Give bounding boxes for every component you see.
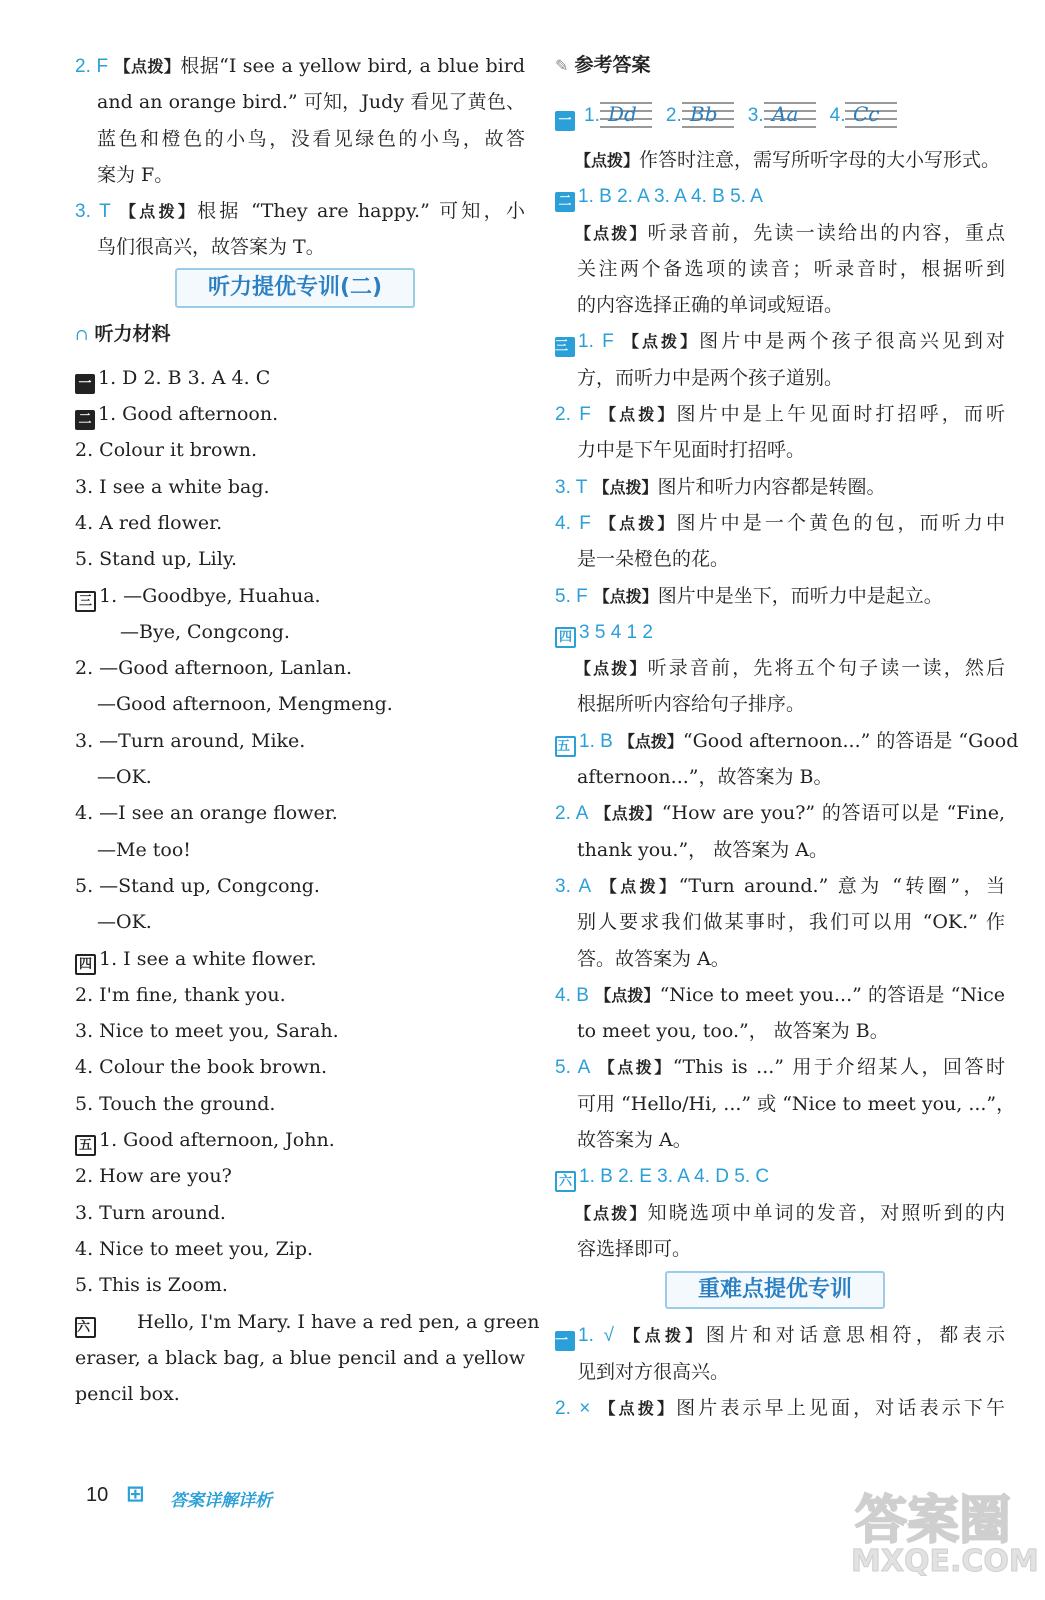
line-text: 图片中是两个孩子很高兴见到对 xyxy=(699,330,1005,353)
list-item xyxy=(75,1158,525,1194)
answer-explanations xyxy=(555,142,1019,1267)
text-line xyxy=(75,121,525,157)
text-line xyxy=(555,287,1005,323)
line-text: 是一朵橙色的花。 xyxy=(577,548,730,571)
section-number-box: 三 xyxy=(555,337,575,357)
list-item xyxy=(75,1049,525,1085)
text-line xyxy=(555,1195,1005,1231)
hint-tag: 【点拨】 xyxy=(575,151,640,170)
list-item-text: —OK. xyxy=(97,911,152,934)
item-number: 3. T xyxy=(75,201,111,223)
text-line xyxy=(555,650,1005,686)
text-line xyxy=(555,215,1005,251)
text-line xyxy=(555,578,1005,614)
list-item-text: 3. Nice to meet you, Sarah. xyxy=(75,1020,339,1043)
list-item xyxy=(75,723,525,759)
text-line xyxy=(555,469,1005,505)
list-item-text: —Bye, Congcong. xyxy=(120,620,290,643)
hint-tag: 【点拨】 xyxy=(120,202,198,222)
line-text: 方，而听力中是两个孩子道别。 xyxy=(577,366,844,389)
line-text: 听录音前，先读一读给出的内容，重点 xyxy=(647,221,1005,244)
hint-tag: 【点拨】 xyxy=(624,1326,706,1346)
pencil-icon: ✎ xyxy=(555,56,569,75)
list-item-text: 1. I see a white flower. xyxy=(99,947,317,970)
line-text: “Turn around.” 意为 “转圈”，当 xyxy=(678,874,1005,897)
page-number: 10 xyxy=(86,1484,109,1506)
list-item-text: 4. —I see an orange flower. xyxy=(75,802,338,825)
handwritten-letters: Dd xyxy=(607,102,637,126)
list-item xyxy=(75,396,525,432)
item-number: 1. F xyxy=(578,331,614,353)
section-banner: 听力提优专训(二) xyxy=(175,268,415,308)
text-line xyxy=(555,360,1005,396)
item-number: 1. B 2. A 3. A 4. B 5. A xyxy=(578,186,763,208)
line-text: 别人要求我们做某事时，我们可以用 “OK.” 作 xyxy=(577,911,1005,934)
line-text: “This is ...” 用于介绍某人，回答时 xyxy=(672,1056,1005,1079)
list-item-text: 1. —Goodbye, Huahua. xyxy=(99,584,321,607)
line-text: “Nice to meet you...” 的答语是 “Nice xyxy=(659,983,1005,1006)
section-number-box: 一 xyxy=(555,1331,575,1351)
line-text: 图片表示早上见面，对话表示下午 xyxy=(676,1396,1005,1419)
item-number: 2. F xyxy=(555,404,591,426)
line-text: 知晓选项中单词的发音，对照听到的内 xyxy=(647,1201,1005,1224)
handwriting-number: 4. xyxy=(829,105,846,126)
list-item xyxy=(75,1013,525,1049)
listening-material-heading xyxy=(75,314,525,354)
list-item-text: 5. This is Zoom. xyxy=(75,1274,228,1297)
text-line xyxy=(555,396,1005,432)
text-line xyxy=(555,178,1005,214)
line-text: 可用 “Hello/Hi, ...” 或 “Nice to meet you, ...”， xyxy=(577,1092,1016,1115)
text-line xyxy=(555,1086,1016,1122)
list-item-text: 2. How are you? xyxy=(75,1165,232,1188)
answers-heading xyxy=(555,48,1005,88)
list-item-text: 5. —Stand up, Congcong. xyxy=(75,874,320,897)
section-number-box: 六 xyxy=(555,1171,576,1192)
watermark-url: MXQE.COM xyxy=(851,1544,1039,1579)
line-text: 蓝色和橙色的小鸟，没看见绿色的小鸟，故答 xyxy=(97,127,525,150)
line-text: 根据 “They are happy.” 可知，小 xyxy=(197,200,525,223)
item-number: 1. B 2. E 3. A 4. D 5. C xyxy=(579,1166,770,1188)
list-item xyxy=(75,1267,525,1303)
section-number-box: 六 xyxy=(75,1317,96,1338)
list-item-text: 5. Touch the ground. xyxy=(75,1092,276,1115)
headphone-icon: ∩ xyxy=(75,324,89,344)
list-item-text: —Good afternoon, Mengmeng. xyxy=(97,693,393,716)
text-line xyxy=(555,1354,1005,1390)
list-item xyxy=(75,469,525,505)
brand-logo: ⊞ xyxy=(126,1482,145,1507)
text-line xyxy=(75,229,525,265)
hint-tag: 【点拨】 xyxy=(595,804,662,824)
handwriting-number: 2. xyxy=(665,105,682,126)
text-line xyxy=(555,832,1005,868)
list-item-text: 1. D 2. B 3. A 4. C xyxy=(98,366,271,389)
line-text: 图片和听力内容都是转圈。 xyxy=(657,475,886,498)
item-number: 4. B xyxy=(555,984,589,1006)
text-line xyxy=(555,795,1005,831)
line-text: 答。故答案为 A。 xyxy=(577,947,730,970)
list-item xyxy=(75,832,525,868)
line-text: 根据“I see a yellow bird, a blue bird xyxy=(180,55,525,77)
item-number: 3 5 4 1 2 xyxy=(579,621,653,643)
footer-brand-text: 答案详解详析 xyxy=(170,1491,272,1511)
item-number: 5. F xyxy=(555,585,588,607)
text-line xyxy=(555,723,1019,759)
handwritten-letters: Aa xyxy=(771,102,798,126)
line-text: 根据所听内容给句子排序。 xyxy=(577,693,806,716)
section-number-box: 五 xyxy=(555,736,576,757)
item-number: 5. A xyxy=(555,1057,591,1079)
hint-tag: 【点拨】 xyxy=(600,513,677,533)
list-item xyxy=(75,1231,525,1267)
page-footer xyxy=(70,1478,370,1518)
section-number-box: 二 xyxy=(555,192,575,212)
list-item-text: 2. —Good afternoon, Lanlan. xyxy=(75,657,353,680)
text-line xyxy=(75,84,525,120)
list-item-text: —Me too! xyxy=(97,838,191,861)
list-item-text: 1. Good afternoon. xyxy=(98,403,279,426)
text-line xyxy=(555,251,1005,287)
list-item-text: 4. Nice to meet you, Zip. xyxy=(75,1237,314,1260)
left-column xyxy=(75,48,540,1412)
hint-tag: 【点拨】 xyxy=(598,1058,673,1078)
list-item-text: 4. Colour the book brown. xyxy=(75,1056,327,1079)
text-line xyxy=(555,1049,1005,1085)
text-line xyxy=(555,614,1005,650)
hint-tag: 【点拨】 xyxy=(622,332,700,352)
line-text: 故答案为 A。 xyxy=(577,1129,692,1152)
item-number: 1. B xyxy=(579,730,613,752)
handwriting-row xyxy=(555,88,1005,142)
line-text: 力中是下午见面时打招呼。 xyxy=(577,439,806,462)
list-item xyxy=(75,432,525,468)
section-number-box: 二 xyxy=(75,410,95,430)
item-number: 2. × xyxy=(555,1397,591,1419)
text-line xyxy=(555,904,1005,940)
list-item-text: pencil box. xyxy=(75,1383,180,1406)
handwriting-lines xyxy=(682,99,734,129)
handwriting-lines xyxy=(600,99,652,129)
text-line xyxy=(555,1390,1005,1426)
left-answer-block xyxy=(75,48,525,266)
list-item xyxy=(75,904,525,940)
watermark-logo: 答案圈 xyxy=(855,1491,1012,1551)
line-text: 容选择即可。 xyxy=(577,1237,692,1260)
hint-tag: 【点拨】 xyxy=(575,1203,648,1223)
item-number: 2. F xyxy=(75,56,109,77)
list-item xyxy=(75,1376,525,1412)
item-number: 1. √ xyxy=(578,1325,614,1347)
list-item xyxy=(75,505,525,541)
list-item xyxy=(75,977,525,1013)
hint-tag: 【点拨】 xyxy=(593,586,658,606)
list-item xyxy=(75,868,525,904)
banner-row-2 xyxy=(555,1267,1005,1317)
item-number: 2. A xyxy=(555,803,589,825)
text-line xyxy=(555,505,1005,541)
text-line xyxy=(555,1317,1005,1353)
section-banner-2: 重难点提优专训 xyxy=(665,1271,885,1309)
list-item-text: Hello, I'm Mary. I have a red pen, a green xyxy=(137,1310,540,1333)
handwriting-number: 1. xyxy=(584,105,600,126)
hint-tag: 【点拨】 xyxy=(575,223,648,243)
list-item-text: 4. A red flower. xyxy=(75,511,223,534)
hint-tag: 【点拨】 xyxy=(575,659,648,679)
section-number-box: 四 xyxy=(75,954,96,975)
line-text: 图片和对话意思相符，都表示 xyxy=(705,1324,1005,1347)
hint-tag: 【点拨】 xyxy=(595,985,660,1005)
section-number-box: 三 xyxy=(75,591,96,612)
listening-material-list xyxy=(75,360,540,1413)
list-item xyxy=(75,650,525,686)
line-text: 作答时注意，需写所听字母的大小写形式。 xyxy=(639,149,1001,171)
line-text: to meet you, too.”， 故答案为 B。 xyxy=(577,1020,889,1043)
list-item xyxy=(75,360,525,396)
list-item-text: 3. Turn around. xyxy=(75,1201,226,1224)
hint-tag: 【点拨】 xyxy=(114,57,181,76)
handwritten-letters: Bb xyxy=(689,102,718,126)
list-item-text: 2. I'm fine, thank you. xyxy=(75,983,286,1006)
line-text: and an orange bird.” 可知，Judy 看见了黄色、 xyxy=(97,91,525,114)
text-line xyxy=(555,142,1005,178)
line-text: 见到对方很高兴。 xyxy=(577,1360,730,1383)
line-text: afternoon...”，故答案为 B。 xyxy=(577,766,833,789)
section-number-box: 四 xyxy=(555,627,576,648)
line-text: 图片中是上午见面时打招呼，而听 xyxy=(676,403,1005,426)
section-box-1: 一 xyxy=(555,111,575,131)
list-item-text: 3. I see a white bag. xyxy=(75,475,270,498)
text-line xyxy=(555,1158,1005,1194)
section-number-box: 五 xyxy=(75,1135,96,1156)
text-line xyxy=(555,323,1005,359)
text-line xyxy=(555,686,1005,722)
text-line xyxy=(555,1013,1005,1049)
hint-tag: 【点拨】 xyxy=(599,1398,677,1418)
list-item-text: 5. Stand up, Lily. xyxy=(75,548,238,571)
text-line xyxy=(555,432,1005,468)
line-text: 听录音前，先将五个句子读一读，然后 xyxy=(647,657,1005,680)
text-line xyxy=(555,977,1005,1013)
text-line xyxy=(75,157,525,193)
list-item xyxy=(75,759,525,795)
line-text: 的内容选择正确的单词或短语。 xyxy=(577,294,844,317)
hint-tag: 【点拨】 xyxy=(600,405,677,425)
answers-title: 参考答案 xyxy=(574,54,651,76)
list-item-text: 2. Colour it brown. xyxy=(75,439,257,462)
watermark xyxy=(845,1478,1039,1588)
list-item xyxy=(75,941,525,977)
banner-row xyxy=(75,266,525,314)
line-text: 图片中是坐下，而听力中是起立。 xyxy=(657,584,943,607)
line-text: “Good afternoon...” 的答语是 “Good xyxy=(682,729,1019,752)
list-item xyxy=(75,1304,540,1340)
text-line xyxy=(555,1122,1005,1158)
key-point-answers xyxy=(555,1317,1005,1426)
list-item xyxy=(75,1195,525,1231)
list-item xyxy=(75,1340,525,1376)
hint-tag: 【点拨】 xyxy=(593,477,658,497)
line-text: thank you.”， 故答案为 A。 xyxy=(577,838,828,861)
hint-tag: 【点拨】 xyxy=(600,876,679,896)
list-item-text: eraser, a black bag, a blue pencil and a yellow xyxy=(75,1346,525,1369)
right-column xyxy=(555,48,1019,1426)
line-text: 关注两个备选项的读音；听录音时，根据听到 xyxy=(577,257,1005,280)
item-number: 3. A xyxy=(555,875,592,897)
line-text: 案为 F。 xyxy=(97,163,174,186)
handwriting-answers xyxy=(584,104,911,126)
text-line xyxy=(75,193,525,229)
handwriting-lines xyxy=(764,99,816,129)
list-item-text: 3. —Turn around, Mike. xyxy=(75,729,306,752)
list-item xyxy=(75,614,525,650)
section-number-box: 一 xyxy=(75,374,95,394)
list-item xyxy=(75,1122,525,1158)
handwritten-letters: Cc xyxy=(853,102,880,126)
text-line xyxy=(555,941,1005,977)
text-line xyxy=(555,1231,1005,1267)
list-item xyxy=(75,541,525,577)
text-line xyxy=(555,541,1005,577)
text-line xyxy=(75,48,525,84)
hint-tag: 【点拨】 xyxy=(618,731,683,751)
list-item xyxy=(75,578,525,614)
list-item xyxy=(75,795,525,831)
section-title: 听力材料 xyxy=(94,322,171,345)
list-item-text: —OK. xyxy=(97,766,152,789)
list-item-text: 1. Good afternoon, John. xyxy=(99,1129,335,1152)
text-line xyxy=(555,868,1005,904)
line-text: “How are you?” 的答语可以是 “Fine, xyxy=(661,802,1005,825)
line-text: 鸟们很高兴，故答案为 T。 xyxy=(97,236,325,259)
handwriting-number: 3. xyxy=(747,105,764,126)
text-line xyxy=(555,759,1005,795)
item-number: 4. F xyxy=(555,512,591,534)
list-item xyxy=(75,1086,525,1122)
handwriting-lines xyxy=(845,99,897,129)
item-number: 3. T xyxy=(555,476,588,498)
line-text: 图片中是一个黄色的包，而听力中 xyxy=(676,511,1005,534)
list-item xyxy=(75,686,525,722)
